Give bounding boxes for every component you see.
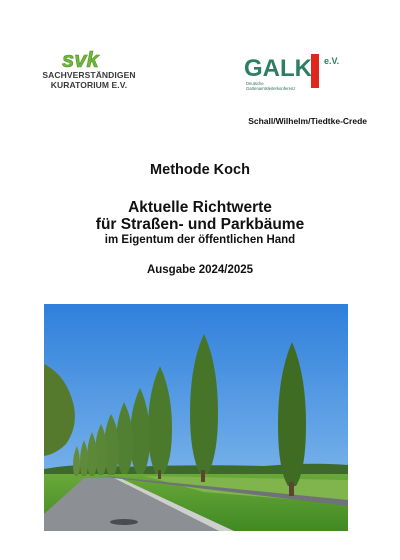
cover-photo <box>44 304 348 531</box>
galk-sub-line1: Deutsche <box>246 81 264 86</box>
manhole-icon <box>110 519 138 525</box>
svk-name-line1: SACHVERSTÄNDIGEN <box>42 70 136 80</box>
svk-logo <box>40 48 150 90</box>
headline-line1: Aktuelle Richtwerte <box>128 199 272 216</box>
galk-sub-line2: Gartenamtsleiterkonferenz <box>246 86 296 91</box>
poplar-avenue-photo <box>44 304 348 531</box>
galk-red-bar <box>311 54 319 88</box>
galk-logo <box>242 52 352 92</box>
subtitle: im Eigentum der öffentlichen Hand <box>104 234 296 246</box>
galk-suffix: e.V. <box>324 56 340 66</box>
svk-mark-text: svk <box>62 48 99 70</box>
title-block <box>0 162 400 276</box>
svk-name-line2: KURATORIUM E.V. <box>50 80 128 90</box>
galk-mark-text: GALK <box>244 55 312 82</box>
headline-line2: für Straßen- und Parkbäume <box>95 216 305 233</box>
edition: Ausgabe 2024/2025 <box>146 264 254 276</box>
galk-subtitle <box>246 81 295 91</box>
method-title: Methode Koch <box>150 162 250 178</box>
authors: Schall/Wilhelm/Tiedtke-Crede <box>248 116 367 126</box>
svk-mark-icon <box>60 48 118 70</box>
